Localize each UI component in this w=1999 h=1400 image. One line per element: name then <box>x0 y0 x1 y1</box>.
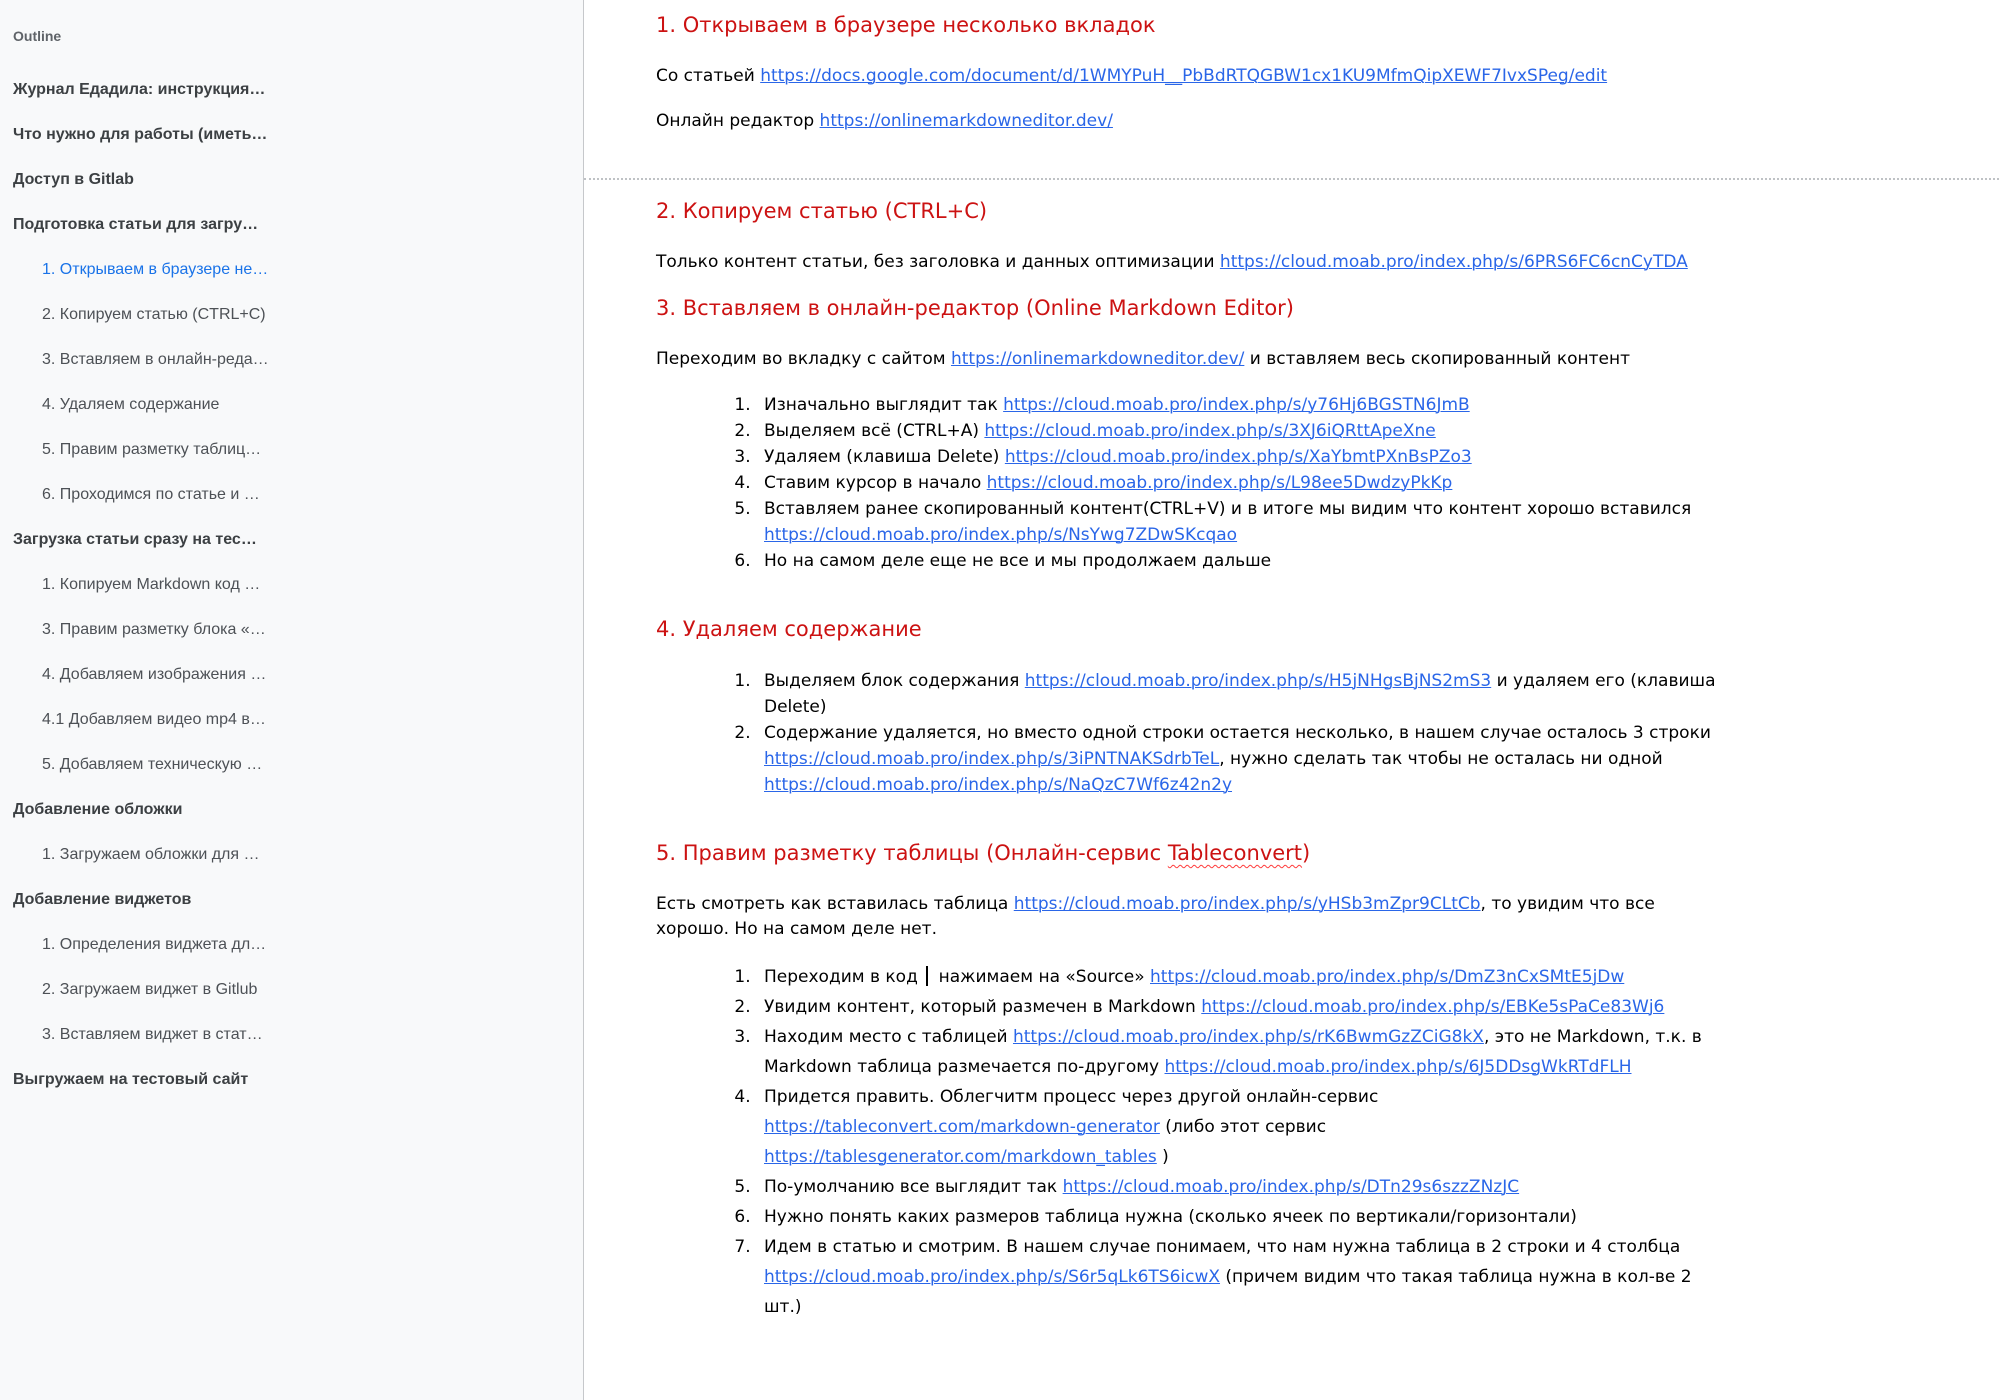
text-run: Изначально выглядит так <box>764 395 1004 415</box>
outline-panel <box>0 0 584 1400</box>
text-run: 4. Удаляем содержание <box>656 617 922 641</box>
outline-item[interactable]: 1. Открываем в браузере не… <box>42 261 269 278</box>
text-run: шт.) <box>764 1297 802 1317</box>
doc-link[interactable]: https://onlinemarkdowneditor.dev/ <box>950 349 1245 369</box>
outline-item[interactable]: 3. Вставляем виджет в стат… <box>42 1026 263 1043</box>
doc-link[interactable]: https://cloud.moab.pro/index.php/s/NaQzC7Wf6z42n2y <box>764 775 1233 795</box>
ordered-list <box>656 392 1959 574</box>
outline-item[interactable]: 2. Копируем статью (CTRL+C) <box>42 306 266 323</box>
text-run: 3. Вставляем в онлайн-редактор (Online Markdown Editor) <box>656 296 1294 320</box>
doc-link[interactable]: https://cloud.moab.pro/index.php/s/DmZ3nCxSMtE5jDw <box>1150 967 1625 987</box>
outline-item[interactable]: Что нужно для работы (иметь… <box>13 126 268 143</box>
text-run: Содержание удаляется, но вместо одной строки остается несколько, в нашем случае осталось 3 строки <box>764 723 1711 743</box>
doc-link[interactable]: https://cloud.moab.pro/index.php/s/NsYwg7ZDwSKcqao <box>764 525 1238 545</box>
outline-title: Outline <box>13 28 62 44</box>
text-run: 5. Правим разметку таблицы (Онлайн-сервис <box>656 841 1168 865</box>
list-item <box>756 668 1959 720</box>
text-run: Ставим курсор в начало <box>764 473 987 493</box>
text-run: ) <box>1156 1147 1169 1167</box>
doc-link[interactable]: https://onlinemarkdowneditor.dev/ <box>819 111 1113 131</box>
text-run: Переходим в код <box>764 967 924 987</box>
list-item <box>756 1202 1959 1232</box>
outline-item[interactable]: Подготовка статьи для загру… <box>13 216 259 233</box>
paragraph <box>656 892 1959 942</box>
outline-item[interactable]: 5. Правим разметку таблиц… <box>42 441 262 458</box>
list-item <box>756 444 1959 470</box>
text-run: Выделяем всё (CTRL+A) <box>764 421 985 441</box>
text-run: , это не Markdown, т.к. в <box>1483 1027 1702 1047</box>
doc-link[interactable]: https://tableconvert.com/markdown-generator <box>764 1117 1160 1137</box>
list-item <box>756 962 1959 992</box>
doc-link[interactable]: https://cloud.moab.pro/index.php/s/DTn29s6szzZNzJC <box>1062 1177 1520 1197</box>
paragraph <box>656 347 1959 372</box>
doc-link[interactable]: https://cloud.moab.pro/index.php/s/XaYbmtPXnBsPZo3 <box>1004 447 1472 467</box>
doc-link[interactable]: https://cloud.moab.pro/index.php/s/y76Hj6BGSTN6JmB <box>1003 395 1470 415</box>
outline-item[interactable]: Выгружаем на тестовый сайт <box>13 1071 249 1088</box>
outline-item[interactable]: 1. Загружаем обложки для … <box>42 846 260 863</box>
text-run: Придется править. Облегчитм процесс через другой онлайн-сервис <box>764 1087 1379 1107</box>
outline-item[interactable]: 1. Копируем Markdown код … <box>42 576 261 593</box>
text-run: Delete) <box>764 697 827 717</box>
outline-item[interactable]: Доступ в Gitlab <box>13 171 134 188</box>
text-run: (либо этот сервис <box>1159 1117 1327 1137</box>
section-heading <box>656 616 1959 642</box>
doc-link[interactable]: https://cloud.moab.pro/index.php/s/3XJ6iQRttApeXne <box>984 421 1436 441</box>
paragraph <box>656 109 1959 134</box>
list-item <box>756 1082 1959 1172</box>
outline-item[interactable]: Загрузка статьи сразу на тес… <box>13 531 257 548</box>
outline-item[interactable]: 4. Удаляем содержание <box>42 396 220 413</box>
text-run: (причем видим что такая таблица нужна в кол-ве 2 <box>1220 1267 1692 1287</box>
section-heading <box>656 198 1959 224</box>
text-run: , то увидим что все <box>1480 894 1655 914</box>
list-item <box>756 418 1959 444</box>
text-run: Только контент статьи, без заголовка и данных оптимизации <box>656 252 1220 272</box>
text-run: Вставляем ранее скопированный контент(CTRL+V) и в итоге мы видим что контент хорошо вставился <box>764 499 1692 519</box>
outline-list <box>0 80 583 1089</box>
outline-item[interactable]: 6. Проходимся по статье и … <box>42 486 260 503</box>
list-item <box>756 548 1959 574</box>
doc-link[interactable]: https://docs.google.com/document/d/1WMYPuH__PbBdRTQGBW1cx1KU9MfmQipXEWF7IvxSPeg/edit <box>760 66 1608 86</box>
doc-link[interactable]: https://cloud.moab.pro/index.php/s/6PRS6FC6cnCyTDA <box>1219 252 1688 272</box>
text-run: 2. Копируем статью (CTRL+C) <box>656 199 988 223</box>
text-run: и вставляем весь скопированный контент <box>1244 349 1631 369</box>
page-break-line <box>584 178 1999 180</box>
text-run: Есть смотреть как вставилась таблица <box>656 894 1014 914</box>
doc-link[interactable]: https://cloud.moab.pro/index.php/s/3iPNTNAKSdrbTeL <box>764 749 1220 769</box>
text-run: Нужно понять каких размеров таблица нужна (сколько ячеек по вертикали/горизонтали) <box>764 1207 1577 1227</box>
list-item <box>756 720 1959 798</box>
text-run: Идем в статью и смотрим. В нашем случае понимаем, что нам нужна таблица в 2 строки и 4 столбца <box>764 1237 1681 1257</box>
misspelled-word: Tableconvert <box>1167 841 1303 865</box>
doc-link[interactable]: https://cloud.moab.pro/index.php/s/S6r5qLk6TS6icwX <box>764 1267 1221 1287</box>
text-run: Но на самом деле еще не все и мы продолжаем дальше <box>764 551 1272 571</box>
section-heading <box>656 840 1959 866</box>
text-run: Онлайн редактор <box>656 111 820 131</box>
list-item <box>756 1232 1959 1322</box>
doc-link[interactable]: https://cloud.moab.pro/index.php/s/H5jNHgsBjNS2mS3 <box>1024 671 1492 691</box>
list-item <box>756 1022 1959 1082</box>
text-run: , нужно сделать так чтобы не осталась ни одной <box>1219 749 1663 769</box>
text-cursor-caret <box>926 966 928 986</box>
outline-item[interactable]: 1. Определения виджета дл… <box>42 936 267 953</box>
ordered-list <box>656 668 1959 798</box>
text-run: Markdown таблица размечается по-другому <box>764 1057 1165 1077</box>
list-item <box>756 992 1959 1022</box>
text-run: и удаляем его (клавиша <box>1491 671 1716 691</box>
text-run: Со статьей <box>656 66 761 86</box>
text-run: Находим место с таблицей <box>764 1027 1013 1047</box>
section-heading <box>656 12 1959 38</box>
text-run: ) <box>1302 841 1311 865</box>
outline-item[interactable]: Добавление обложки <box>13 801 183 818</box>
list-item <box>756 1172 1959 1202</box>
section-heading <box>656 295 1959 321</box>
outline-item[interactable]: 4. Добавляем изображения … <box>42 666 267 683</box>
outline-item[interactable]: 4.1 Добавляем видео mp4 в… <box>42 711 266 728</box>
outline-item[interactable]: Журнал Едадила: инструкция… <box>13 81 266 98</box>
doc-link[interactable]: https://cloud.moab.pro/index.php/s/6J5DDsgWkRTdFLH <box>1164 1057 1632 1077</box>
text-run: Переходим во вкладку с сайтом <box>656 349 951 369</box>
text-run: Удаляем (клавиша Delete) <box>764 447 1005 467</box>
paragraph <box>656 250 1959 275</box>
doc-link[interactable]: https://cloud.moab.pro/index.php/s/L98ee5DwdzyPkKp <box>986 473 1453 493</box>
outline-item[interactable]: 3. Правим разметку блока «… <box>42 621 266 638</box>
text-run: хорошо. Но на самом деле нет. <box>656 919 937 939</box>
text-run: 1. Открываем в браузере несколько вкладок <box>656 13 1156 37</box>
doc-link[interactable]: https://cloud.moab.pro/index.php/s/yHSb3mZpr9CLtCb <box>1013 894 1481 914</box>
doc-link[interactable]: https://cloud.moab.pro/index.php/s/EBKe5sPaCe83Wj6 <box>1201 997 1665 1017</box>
list-item <box>756 392 1959 418</box>
doc-link[interactable]: https://tablesgenerator.com/markdown_tables <box>764 1147 1157 1167</box>
text-run: По-умолчанию все выглядит так <box>764 1177 1063 1197</box>
outline-item[interactable]: Добавление виджетов <box>13 891 192 908</box>
paragraph <box>656 64 1959 89</box>
document-canvas[interactable] <box>584 0 1999 1400</box>
text-run: Выделяем блок содержания <box>764 671 1025 691</box>
outline-item[interactable]: 2. Загружаем виджет в Gitlub <box>42 981 258 998</box>
doc-link[interactable]: https://cloud.moab.pro/index.php/s/rK6BwmGzZCiG8kX <box>1012 1027 1484 1047</box>
text-run: Увидим контент, который размечен в Markdown <box>764 997 1202 1017</box>
text-run: нажимаем на «Source» <box>933 967 1150 987</box>
list-item <box>756 496 1959 548</box>
outline-item[interactable]: 5. Добавляем техническую … <box>42 756 263 773</box>
outline-item[interactable]: 3. Вставляем в онлайн-реда… <box>42 351 269 368</box>
list-item <box>756 470 1959 496</box>
ordered-list <box>656 962 1959 1322</box>
